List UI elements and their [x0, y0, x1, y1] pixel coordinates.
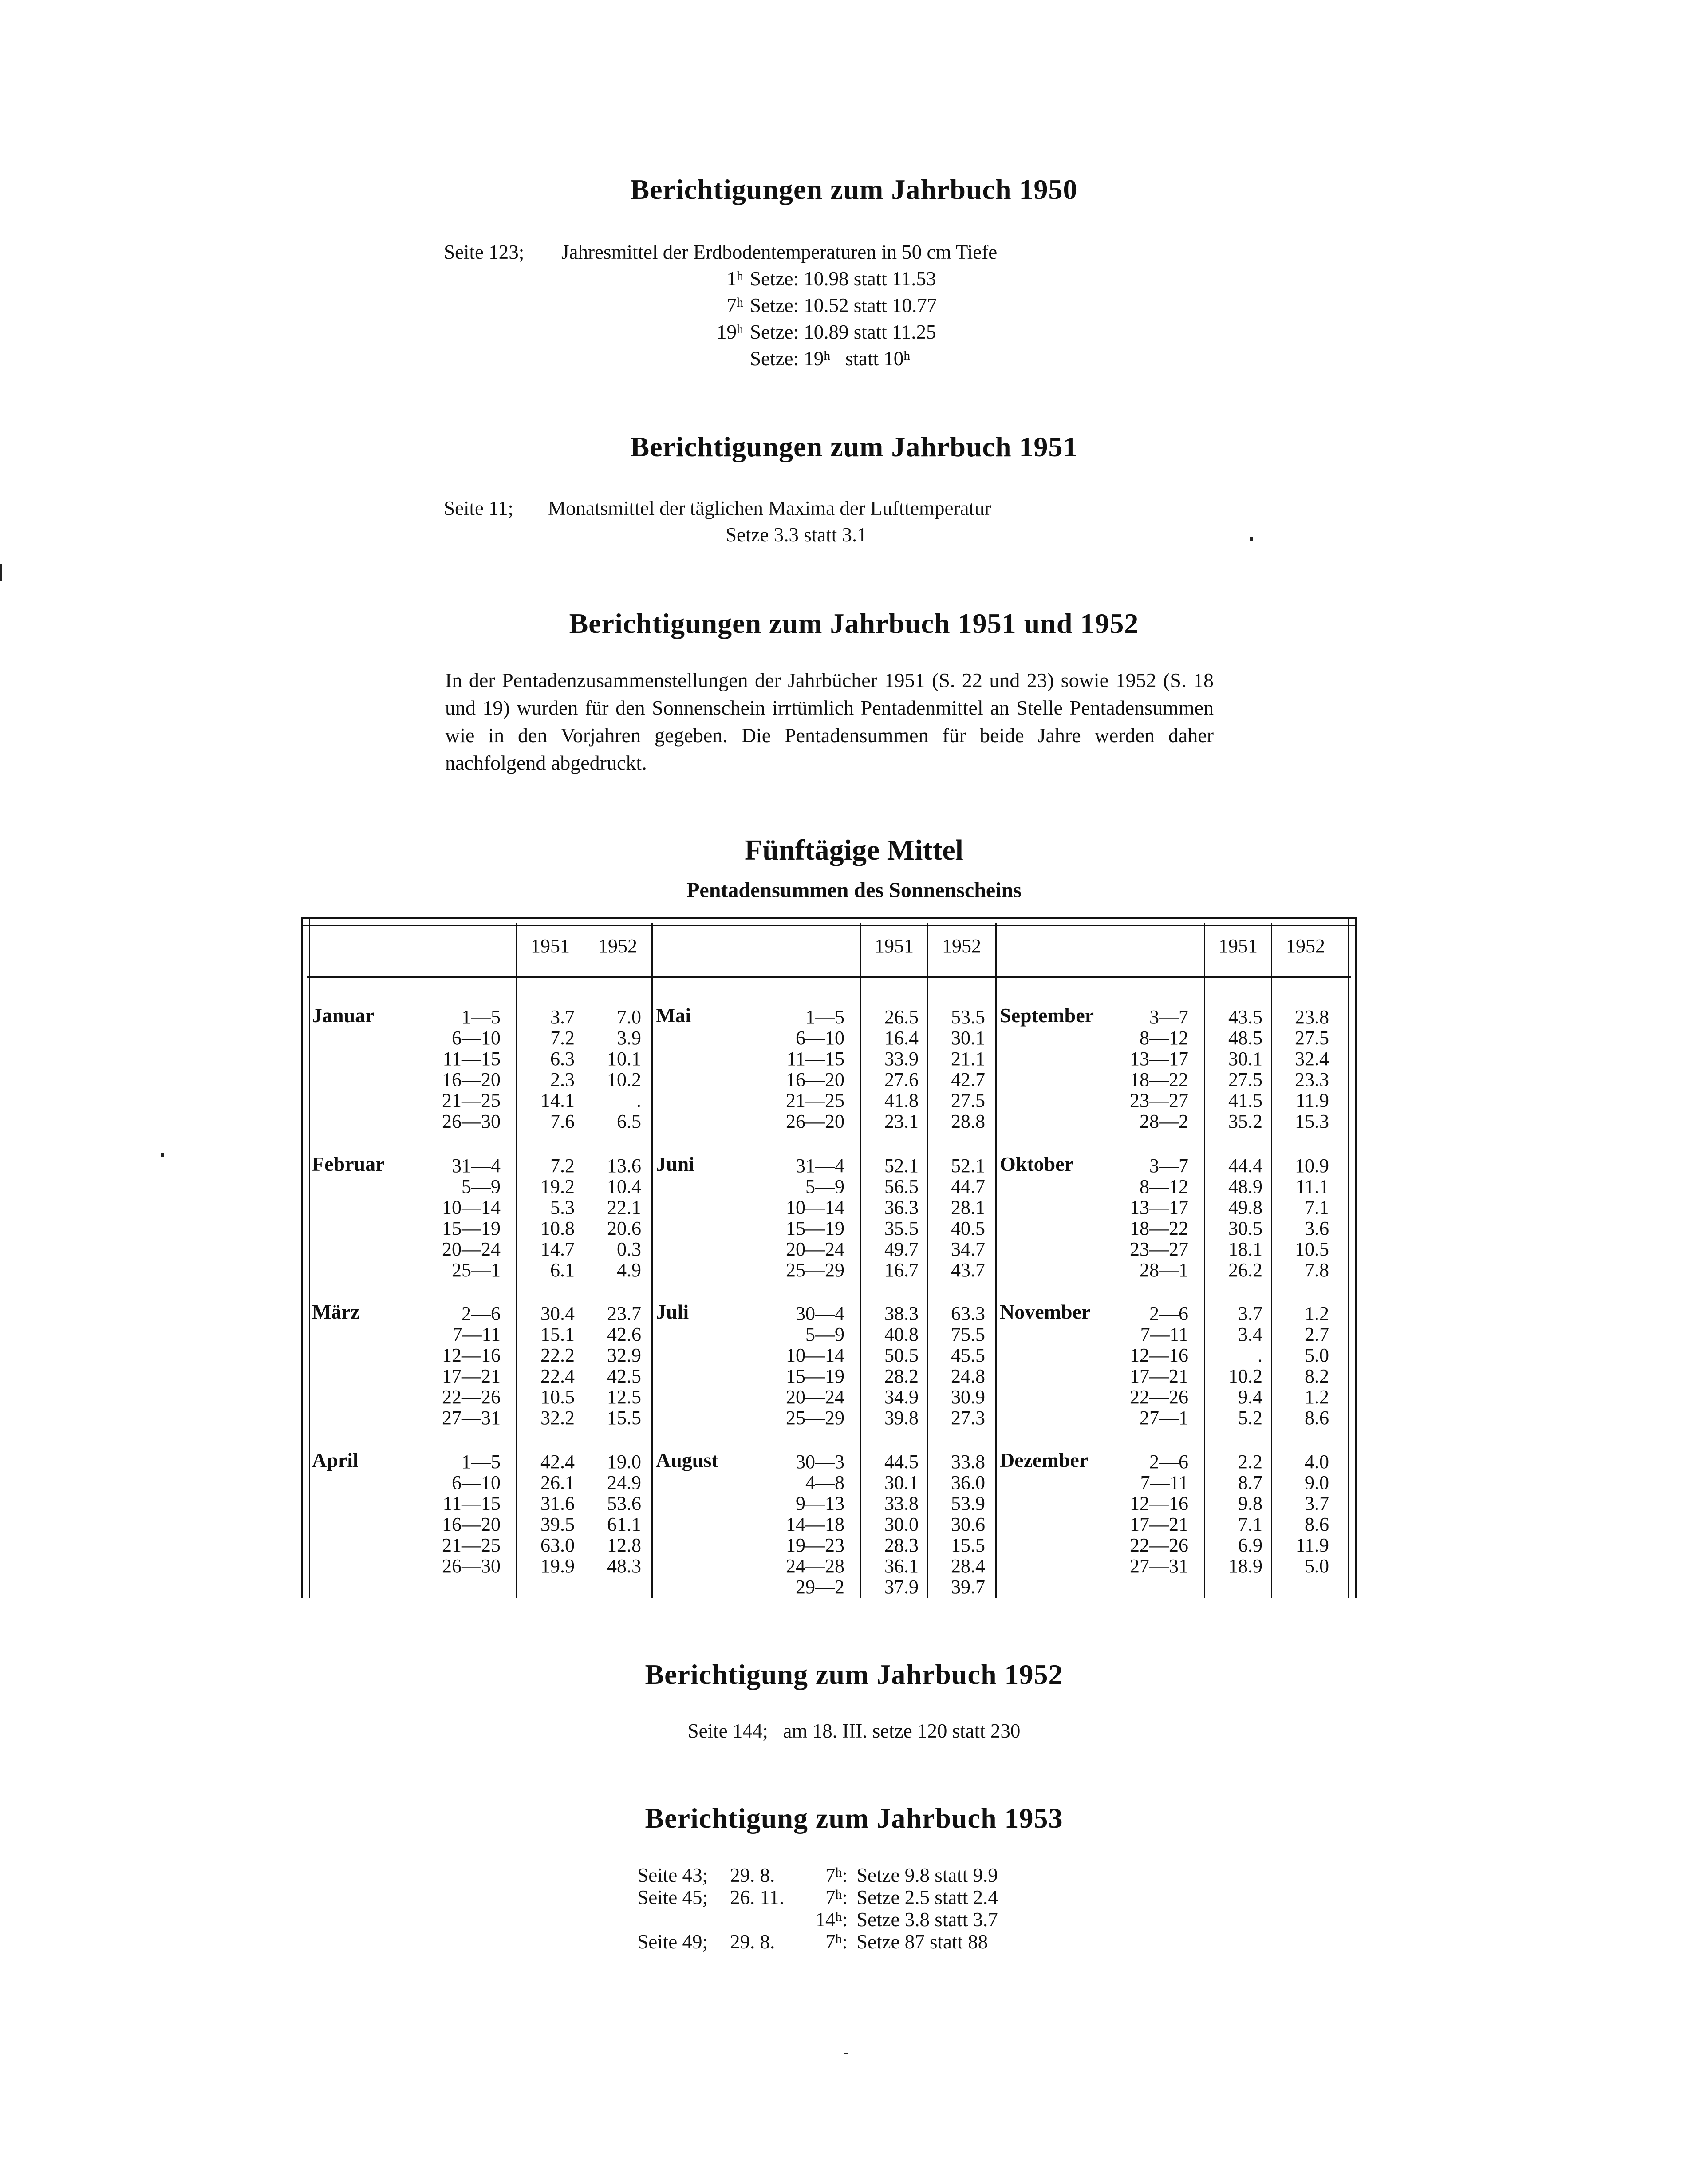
value-1951: 32.2	[540, 1407, 575, 1429]
value-1951: 48.9	[1228, 1176, 1262, 1197]
value-1951: 23.1	[884, 1110, 919, 1132]
value-1952: 39.7	[951, 1576, 985, 1598]
value-1952: 30.1	[951, 1027, 985, 1049]
value-1952: 28.1	[951, 1197, 985, 1218]
value-1952: 27.5	[1295, 1027, 1329, 1049]
month-label: Oktober	[1000, 1153, 1074, 1175]
year-header: 1952	[1286, 935, 1325, 957]
scan-mark	[161, 1153, 164, 1157]
value-1951: 35.2	[1228, 1110, 1262, 1132]
value-1951: 44.4	[1228, 1155, 1262, 1177]
pentad-range: 23—27	[1130, 1090, 1188, 1111]
value-1952: 10.5	[1295, 1238, 1329, 1260]
value-1952: 3.6	[1305, 1217, 1329, 1239]
value-1951: 2.2	[1238, 1451, 1262, 1473]
correction-text: Setze 9.8 statt 9.9	[856, 1864, 998, 1886]
value-1951: 49.7	[884, 1238, 919, 1260]
value-1951: 6.9	[1238, 1534, 1262, 1556]
correction-text: Setze 3.3 statt 3.1	[726, 524, 867, 546]
pentad-range: 30—4	[796, 1303, 844, 1324]
pentad-range: 16—20	[442, 1513, 501, 1535]
page-ref: Seite 45;	[637, 1886, 708, 1908]
value-1951: 26.1	[540, 1472, 575, 1493]
value-1952: 36.0	[951, 1472, 985, 1493]
month-label: Januar	[312, 1004, 375, 1027]
date: 29. 8.	[730, 1864, 775, 1886]
year-header: 1951	[1219, 935, 1258, 957]
value-1951: 56.5	[884, 1176, 919, 1197]
value-1951: 22.2	[540, 1344, 575, 1366]
divider	[651, 923, 653, 1598]
value-1951: 42.4	[540, 1451, 575, 1473]
page-ref: Seite 11;	[444, 497, 514, 519]
value-1951: 3.4	[1238, 1323, 1262, 1345]
pentad-range: 17—21	[442, 1365, 501, 1387]
correction-row	[621, 1908, 1065, 1931]
pentad-range: 20—24	[786, 1386, 844, 1408]
pentad-range: 6—10	[796, 1027, 844, 1049]
pentad-range: 17—21	[1130, 1365, 1188, 1387]
value-1951: 10.2	[1228, 1365, 1262, 1387]
value-1952: 8.6	[1305, 1513, 1329, 1535]
table-title: Fünftägige Mittel	[744, 834, 964, 866]
heading-1950: Berichtigungen zum Jahrbuch 1950	[630, 174, 1078, 205]
value-1951: 39.5	[540, 1513, 575, 1535]
correction-text: Setze 2.5 statt 2.4	[856, 1886, 998, 1908]
pentad-range: 9—13	[796, 1493, 844, 1514]
value-1951: 30.1	[884, 1472, 919, 1493]
value-1951: 7.2	[550, 1155, 575, 1177]
value-1952: 12.8	[607, 1534, 641, 1556]
value-1952: 23.8	[1295, 1006, 1329, 1028]
subject: Jahresmittel der Erdbodentemperaturen in 50 cm Tiefe	[561, 241, 998, 263]
correction-text: Setze: 10.89 statt 11.25	[750, 321, 936, 343]
value-1951: 3.7	[550, 1006, 575, 1028]
pentad-range: 28—1	[1140, 1259, 1188, 1281]
pentad-range: 26—30	[442, 1110, 501, 1132]
value-1952: 27.3	[951, 1407, 985, 1429]
value-1951: 7.6	[550, 1110, 575, 1132]
pentad-range: 7—11	[452, 1323, 501, 1345]
correction-row	[621, 1864, 1065, 1886]
value-1951: 16.4	[884, 1027, 919, 1049]
pentad-range: 26—20	[786, 1110, 844, 1132]
value-1952: 10.4	[607, 1176, 641, 1197]
value-1952: 32.9	[607, 1344, 641, 1366]
value-1951: 8.7	[1238, 1472, 1262, 1493]
pentad-range: 11—15	[786, 1048, 844, 1070]
pentad-range: 3—7	[1149, 1006, 1188, 1028]
value-1952: 15.5	[607, 1407, 641, 1429]
value-1952: 23.3	[1295, 1069, 1329, 1090]
pentad-range: 2—6	[1149, 1303, 1188, 1324]
value-1952: 11.9	[1295, 1090, 1329, 1111]
hour-label: 7$^h$:	[825, 1931, 848, 1953]
value-1951: 14.7	[540, 1238, 575, 1260]
pentad-range: 14—18	[786, 1513, 844, 1535]
pentad-range: 5—9	[805, 1323, 844, 1345]
pentad-range: 7—11	[1140, 1323, 1188, 1345]
value-1952: 10.2	[607, 1069, 641, 1090]
heading-1951-1952: Berichtigungen zum Jahrbuch 1951 und 1952	[569, 608, 1139, 639]
pentad-range: 12—16	[442, 1344, 501, 1366]
year-header: 1952	[598, 935, 637, 957]
value-1952: 13.6	[607, 1155, 641, 1177]
pentad-range: 25—29	[786, 1259, 844, 1281]
pentad-range: 4—8	[805, 1472, 844, 1493]
value-1952: 3.9	[617, 1027, 641, 1049]
heading-1953: Berichtigung zum Jahrbuch 1953	[645, 1802, 1063, 1834]
value-1952: 15.3	[1295, 1110, 1329, 1132]
value-1952: 22.1	[607, 1197, 641, 1218]
value-1951: 31.6	[540, 1493, 575, 1514]
value-1951: 41.8	[884, 1090, 919, 1111]
value-1952: 33.8	[951, 1451, 985, 1473]
correction-text: Setze 87 statt 88	[856, 1931, 988, 1953]
value-1952: 24.8	[951, 1365, 985, 1387]
correction-1953	[621, 1864, 1065, 1953]
hour-label: 14$^h$:	[815, 1908, 848, 1931]
hour-label: 7$^h$	[726, 294, 743, 316]
page-ref: Seite 43;	[637, 1864, 708, 1886]
value-1952: 52.1	[951, 1155, 985, 1177]
pentad-range: 15—19	[786, 1217, 844, 1239]
value-1952: 20.6	[607, 1217, 641, 1239]
value-1952: 9.0	[1305, 1472, 1329, 1493]
pentad-range: 16—20	[442, 1069, 501, 1090]
year-header: 1952	[942, 935, 981, 957]
value-1951: 5.3	[550, 1197, 575, 1218]
pentad-range: 22—26	[1130, 1534, 1188, 1556]
value-1952: 4.0	[1305, 1451, 1329, 1473]
pentad-range: 13—17	[1130, 1197, 1188, 1218]
value-1952: 0.3	[617, 1238, 641, 1260]
heading-1951: Berichtigungen zum Jahrbuch 1951	[630, 431, 1078, 462]
pentad-range: 12—16	[1130, 1344, 1188, 1366]
value-1951: 7.1	[1238, 1513, 1262, 1535]
value-1952: 28.8	[951, 1110, 985, 1132]
pentad-range: 17—21	[1130, 1513, 1188, 1535]
divider	[995, 923, 997, 1598]
pentad-range: 29—2	[796, 1576, 844, 1598]
pentad-range: 11—15	[442, 1048, 501, 1070]
explanation-paragraph: In der Pentadenzusammenstellungen der Jahrbücher 1951 (S. 22 und 23) sowie 1952 (S. 18 und 19) wurden für den Sonnenschein irrtümlich Pentadenmittel an Stelle Pentadensummen wie in den Vorjahren gegeben. Die Pentadensummen für beide Jahre werden daher nachfolgend abgedruckt.	[445, 669, 1214, 774]
value-1951: 49.8	[1228, 1197, 1262, 1218]
value-1952: 61.1	[607, 1513, 641, 1535]
table-subtitle: Pentadensummen des Sonnenscheins	[686, 878, 1022, 902]
value-1951: 38.3	[884, 1303, 919, 1324]
value-1951: 36.3	[884, 1197, 919, 1218]
value-1951: 43.5	[1228, 1006, 1262, 1028]
pentad-range: 1—5	[462, 1006, 501, 1028]
value-1951: 2.3	[550, 1069, 575, 1090]
pentad-range: 5—9	[805, 1176, 844, 1197]
value-1952: 53.5	[951, 1006, 985, 1028]
date: 29. 8.	[730, 1931, 775, 1953]
pentad-range: 31—4	[452, 1155, 501, 1177]
value-1952: 63.3	[951, 1303, 985, 1324]
year-header: 1951	[531, 935, 570, 957]
value-1952: 48.3	[607, 1555, 641, 1577]
value-1952: .	[636, 1090, 641, 1111]
month-label: November	[1000, 1300, 1091, 1323]
correction-text: Setze: 10.52 statt 10.77	[750, 294, 937, 316]
heading-1952: Berichtigung zum Jahrbuch 1952	[645, 1659, 1063, 1690]
correction-1952	[0, 1718, 1708, 1744]
pentad-range: 31—4	[796, 1155, 844, 1177]
pentad-range: 6—10	[452, 1027, 501, 1049]
value-1952: 32.4	[1295, 1048, 1329, 1070]
scan-mark	[844, 2053, 848, 2054]
pentad-range: 18—22	[1130, 1069, 1188, 1090]
value-1952: 28.4	[951, 1555, 985, 1577]
value-1952: 44.7	[951, 1176, 985, 1197]
value-1951: 26.2	[1228, 1259, 1262, 1281]
pentad-range: 10—14	[786, 1197, 844, 1218]
value-1952: 19.0	[607, 1451, 641, 1473]
table-frame-top	[301, 917, 1357, 926]
month-label: April	[312, 1449, 359, 1471]
pentad-range: 1—5	[805, 1006, 844, 1028]
pentad-range: 2—6	[1149, 1451, 1188, 1473]
correction-text: Setze: 19$^h$ statt 10$^h$	[750, 348, 911, 370]
pentad-range: 3—7	[1149, 1155, 1188, 1177]
value-1951: 18.9	[1228, 1555, 1262, 1577]
month-label: Februar	[312, 1153, 385, 1175]
value-1951: 5.2	[1238, 1407, 1262, 1429]
value-1951: 3.7	[1238, 1303, 1262, 1324]
pentad-range: 18—22	[1130, 1217, 1188, 1239]
value-1951: 30.4	[540, 1303, 575, 1324]
date: 26. 11.	[730, 1886, 785, 1908]
value-1952: 30.9	[951, 1386, 985, 1408]
pentad-range: 10—14	[442, 1197, 501, 1218]
correction-row	[621, 1931, 1065, 1953]
sunshine-table	[301, 917, 1357, 1598]
value-1951: 28.3	[884, 1534, 919, 1556]
value-1951: 30.1	[1228, 1048, 1262, 1070]
value-1952: 1.2	[1305, 1303, 1329, 1324]
pentad-range: 25—29	[786, 1407, 844, 1429]
value-1952: 7.1	[1305, 1197, 1329, 1218]
value-1952: 10.9	[1295, 1155, 1329, 1177]
value-1951: 48.5	[1228, 1027, 1262, 1049]
value-1951: 27.6	[884, 1069, 919, 1090]
hour-label: 7$^h$:	[825, 1864, 848, 1886]
value-1951: 9.8	[1238, 1493, 1262, 1514]
value-1951: 36.1	[884, 1555, 919, 1577]
pentad-range: 25—1	[452, 1259, 501, 1281]
value-1952: 45.5	[951, 1344, 985, 1366]
value-1952: 1.2	[1305, 1386, 1329, 1408]
pentad-range: 7—11	[1140, 1472, 1188, 1493]
pentad-range: 20—24	[442, 1238, 501, 1260]
hour-label: 19$^h$	[717, 321, 743, 343]
month-label: Juli	[656, 1300, 689, 1323]
value-1951: 52.1	[884, 1155, 919, 1177]
value-1952: 21.1	[951, 1048, 985, 1070]
month-label: Mai	[656, 1004, 691, 1027]
table-frame-right	[1348, 917, 1357, 1598]
value-1951: 41.5	[1228, 1090, 1262, 1111]
value-1952: 11.1	[1295, 1176, 1329, 1197]
pentad-range: 15—19	[786, 1365, 844, 1387]
value-1952: 34.7	[951, 1238, 985, 1260]
hour-label: 1$^h$	[726, 268, 743, 290]
month-label: August	[656, 1449, 718, 1471]
pentad-range: 10—14	[786, 1344, 844, 1366]
pentad-range: 21—25	[442, 1090, 501, 1111]
pentad-range: 2—6	[462, 1303, 501, 1324]
page-ref: Seite 49;	[637, 1931, 708, 1953]
value-1952: 12.5	[607, 1386, 641, 1408]
value-1951: 40.8	[884, 1323, 919, 1345]
scan-mark	[0, 564, 2, 581]
value-1951: 16.7	[884, 1259, 919, 1281]
value-1951: 19.2	[540, 1176, 575, 1197]
scan-mark	[1250, 537, 1253, 541]
value-1951: 28.2	[884, 1365, 919, 1387]
value-1952: 42.7	[951, 1069, 985, 1090]
value-1951: 33.9	[884, 1048, 919, 1070]
pentad-range: 15—19	[442, 1217, 501, 1239]
pentad-range: 19—23	[786, 1534, 844, 1556]
value-1951: 35.5	[884, 1217, 919, 1239]
value-1952: 4.9	[617, 1259, 641, 1281]
pentad-range: 27—31	[442, 1407, 501, 1429]
value-1951: 10.8	[540, 1217, 575, 1239]
pentad-range: 8—12	[1140, 1027, 1188, 1049]
value-1952: 42.5	[607, 1365, 641, 1387]
pentad-range: 16—20	[786, 1069, 844, 1090]
value-1951: 26.5	[884, 1006, 919, 1028]
value-1952: 8.2	[1305, 1365, 1329, 1387]
value-1952: 10.1	[607, 1048, 641, 1070]
value-1951: 30.5	[1228, 1217, 1262, 1239]
value-1952: 11.9	[1295, 1534, 1329, 1556]
value-1951: 44.5	[884, 1451, 919, 1473]
subject: Monatsmittel der täglichen Maxima der Lufttemperatur	[548, 497, 991, 519]
value-1952: 43.7	[951, 1259, 985, 1281]
value-1952: 3.7	[1305, 1493, 1329, 1514]
correction-text: Setze: 10.98 statt 11.53	[750, 268, 936, 290]
value-1951: 6.1	[550, 1259, 575, 1281]
value-1951: 19.9	[540, 1555, 575, 1577]
month-label: März	[312, 1300, 360, 1323]
value-1952: 42.6	[607, 1323, 641, 1345]
value-1951: 10.5	[540, 1386, 575, 1408]
value-1951: 63.0	[540, 1534, 575, 1556]
pentad-range: 1—5	[462, 1451, 501, 1473]
value-1952: 23.7	[607, 1303, 641, 1324]
pentad-range: 6—10	[452, 1472, 501, 1493]
hour-label: 7$^h$:	[825, 1886, 848, 1908]
value-1951: 6.3	[550, 1048, 575, 1070]
pentad-range: 22—26	[442, 1386, 501, 1408]
pentad-range: 23—27	[1130, 1238, 1188, 1260]
value-1951: 7.2	[550, 1027, 575, 1049]
pentad-range: 5—9	[462, 1176, 501, 1197]
value-1951: 18.1	[1228, 1238, 1262, 1260]
table-frame-left	[301, 917, 310, 1598]
pentad-range: 27—1	[1140, 1407, 1188, 1429]
pentad-range: 27—31	[1130, 1555, 1188, 1577]
value-1952: 53.9	[951, 1493, 985, 1514]
value-1951: 33.8	[884, 1493, 919, 1514]
value-1951: 22.4	[540, 1365, 575, 1387]
pentad-range: 20—24	[786, 1238, 844, 1260]
pentad-range: 24—28	[786, 1555, 844, 1577]
month-label: Dezember	[1000, 1449, 1089, 1471]
value-1951: 27.5	[1228, 1069, 1262, 1090]
value-1952: 5.0	[1305, 1555, 1329, 1577]
pentad-range: 30—3	[796, 1451, 844, 1473]
value-1951: 9.4	[1238, 1386, 1262, 1408]
pentad-range: 28—2	[1140, 1110, 1188, 1132]
value-1951: 30.0	[884, 1513, 919, 1535]
value-1952: 15.5	[951, 1534, 985, 1556]
value-1952: 27.5	[951, 1090, 985, 1111]
value-1951: .	[1258, 1344, 1262, 1366]
value-1952: 6.5	[617, 1110, 641, 1132]
correction-row	[621, 1886, 1065, 1908]
value-1951: 34.9	[884, 1386, 919, 1408]
pentad-range: 21—25	[442, 1534, 501, 1556]
pentad-range: 21—25	[786, 1090, 844, 1111]
value-1952: 5.0	[1305, 1344, 1329, 1366]
value-1952: 53.6	[607, 1493, 641, 1514]
value-1951: 15.1	[540, 1323, 575, 1345]
value-1952: 30.6	[951, 1513, 985, 1535]
value-1951: 37.9	[884, 1576, 919, 1598]
pentad-range: 8—12	[1140, 1176, 1188, 1197]
value-1952: 7.0	[617, 1006, 641, 1028]
value-1952: 24.9	[607, 1472, 641, 1493]
year-header: 1951	[875, 935, 914, 957]
pentad-range: 22—26	[1130, 1386, 1188, 1408]
month-label: September	[1000, 1004, 1094, 1027]
value-1951: 50.5	[884, 1344, 919, 1366]
pentad-range: 11—15	[442, 1493, 501, 1514]
value-1952: 75.5	[951, 1323, 985, 1345]
value-1952: 8.6	[1305, 1407, 1329, 1429]
value-1951: 39.8	[884, 1407, 919, 1429]
value-1952: 7.8	[1305, 1259, 1329, 1281]
pentad-range: 12—16	[1130, 1493, 1188, 1514]
correction-text: Setze 3.8 statt 3.7	[856, 1908, 998, 1931]
value-1951: 14.1	[540, 1090, 575, 1111]
correction-text: Seite 144; am 18. III. setze 120 statt 230	[687, 1720, 1021, 1742]
pentad-range: 26—30	[442, 1555, 501, 1577]
value-1952: 2.7	[1305, 1323, 1329, 1345]
header-rule	[307, 976, 1351, 978]
value-1952: 40.5	[951, 1217, 985, 1239]
pentad-range: 13—17	[1130, 1048, 1188, 1070]
page-ref: Seite 123;	[444, 241, 525, 263]
month-label: Juni	[656, 1153, 694, 1175]
